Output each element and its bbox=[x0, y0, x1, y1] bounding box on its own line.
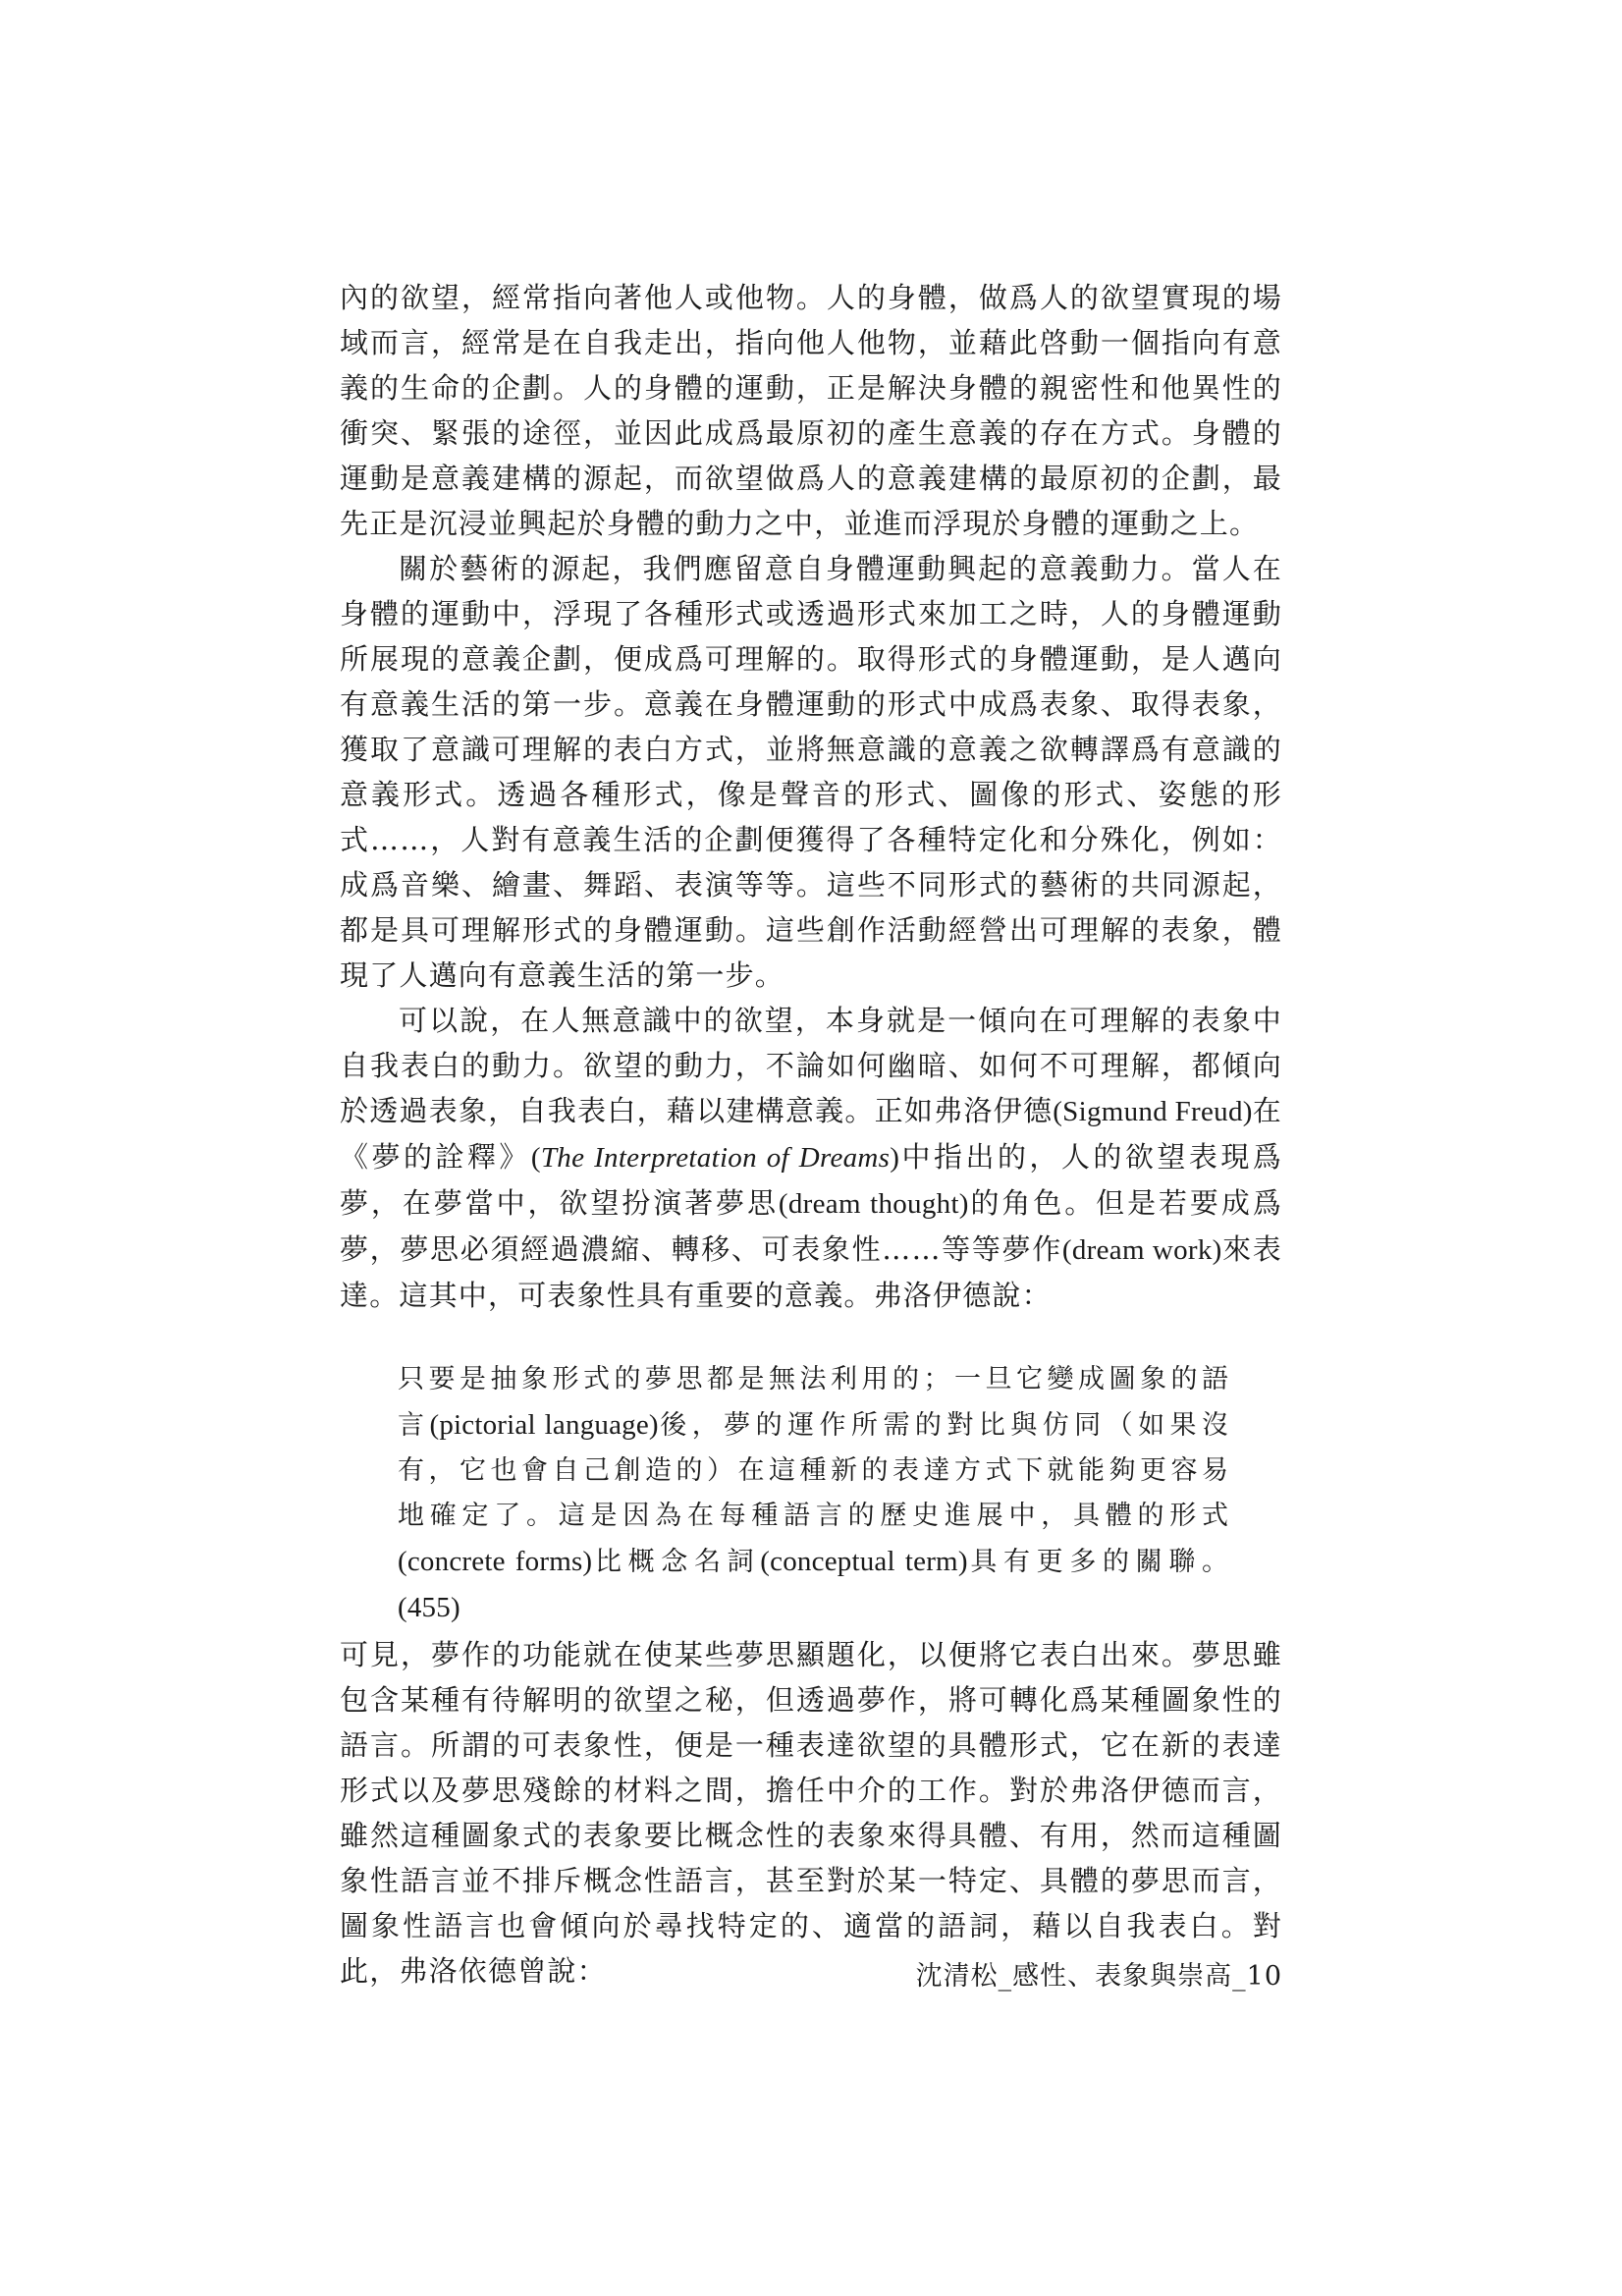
paragraph-3-text-c: 中指出的，人的欲望表現爲夢，在夢當中，欲望扮演著夢思 bbox=[340, 1140, 1282, 1220]
paragraph-3-text-d: 的角色。但是若要成爲夢，夢思必須經過濃縮、轉移、可表象性……等等夢作 bbox=[340, 1186, 1282, 1266]
paragraph-2: 關於藝術的源起，我們應留意自身體運動興起的意義動力。當人在身體的運動中，浮現了各種形式或透過形式來加工之時，人的身體運動所展現的意義企劃，便成爲可理解的。取得形式的身體運動，是人邁向有意義生活的第一步。意義在身體運動的形式中成爲表象、取得表象，獲取了意識可理解的表白方式，並將無意識的意義之欲轉譯爲有意識的意義形式。透過各種形式，像是聲音的形式、圖像的形式、姿態的形式……，人對有意義生活的企劃便獲得了各種特定化和分殊化，例如：成爲音樂、繪畫、舞蹈、表演等等。這些不同形式的藝術的共同源起，都是具可理解形式的身體運動。這些創作活動經營出可理解的表象，體現了人邁向有意義生活的第一步。 bbox=[340, 552, 1282, 992]
concrete-forms-en: (concrete forms) bbox=[398, 1546, 593, 1577]
block-quote bbox=[398, 1357, 1232, 1631]
page-footer: 沈清松_感性、表象與崇高_10 bbox=[915, 1961, 1282, 1992]
pictorial-language-en: (pictorial language) bbox=[429, 1409, 659, 1441]
quote-citation: (455) bbox=[398, 1592, 460, 1623]
conceptual-term-en: (conceptual term) bbox=[760, 1546, 968, 1577]
quote-text-d: 具有更多的關聯。 bbox=[967, 1547, 1232, 1577]
paragraph-3-text-e: 來表達。這其中，可表象性具有重要的意義。弗洛伊德說： bbox=[340, 1232, 1282, 1312]
paragraph-1: 內的欲望，經常指向著他人或他物。人的身體，做爲人的欲望實現的場域而言，經常是在自我走出，指向他人他物，並藉此啓動一個指向有意義的生命的企劃。人的身體的運動，正是解決身體的親密性和他異性的衝突、緊張的途徑，並因此成爲最原初的產生意義的存在方式。身體的運動是意義建構的源起，而欲望做爲人的意義建構的最原初的企劃，最先正是沉浸並興起於身體的動力之中，並進而浮現於身體的運動之上。 bbox=[340, 281, 1282, 540]
body-text-upper bbox=[340, 275, 1282, 1318]
book-title-en: The Interpretation of Dreams bbox=[540, 1142, 891, 1174]
quote-text bbox=[398, 1357, 1232, 1631]
quote-text-a: 只要是抽象形式的夢思都是無法利用的；一旦它變成圖象的語言 bbox=[398, 1364, 1232, 1441]
body-text-lower bbox=[340, 1632, 1282, 1994]
dream-thought-en: (dream thought) bbox=[778, 1188, 969, 1220]
freud-name-en: (Sigmund Freud) bbox=[1053, 1096, 1253, 1127]
paragraph-3 bbox=[340, 998, 1282, 1318]
quote-text-b: 後，夢的運作所需的對比與仿同（如果沒有，它也會自己創造的）在這種新的表達方式下就能夠更容易地確定了。這是因為在每種語言的歷史進展中，具體的形式 bbox=[398, 1410, 1233, 1531]
quote-text-c: 比概念名詞 bbox=[592, 1547, 761, 1577]
book-paren-open: ( bbox=[530, 1142, 541, 1174]
paragraph-3-text-b: 在《夢的詮釋》 bbox=[340, 1094, 1282, 1174]
dream-work-en: (dream work) bbox=[1061, 1234, 1222, 1266]
book-paren-close: ) bbox=[890, 1142, 900, 1174]
paragraph-3-text-a: 可以說，在人無意識中的欲望，本身就是一傾向在可理解的表象中自我表白的動力。欲望的動力，不論如何幽暗、如何不可理解，都傾向於透過表象，自我表白，藉以建構意義。正如弗洛伊德 bbox=[340, 1004, 1282, 1127]
paragraph-4: 可見，夢作的功能就在使某些夢思顯題化，以便將它表白出來。夢思雖包含某種有待解明的欲望之秘，但透過夢作，將可轉化爲某種圖象性的語言。所謂的可表象性，便是一種表達欲望的具體形式，它在新的表達形式以及夢思殘餘的材料之間，擔任中介的工作。對於弗洛伊德而言，雖然這種圖象式的表象要比概念性的表象來得具體、有用，然而這種圖象性語言並不排斥概念性語言，甚至對於某一特定、具體的夢思而言，圖象性語言也會傾向於尋找特定的、適當的語詞，藉以自我表白。對此，弗洛依德曾說： bbox=[340, 1638, 1282, 1988]
